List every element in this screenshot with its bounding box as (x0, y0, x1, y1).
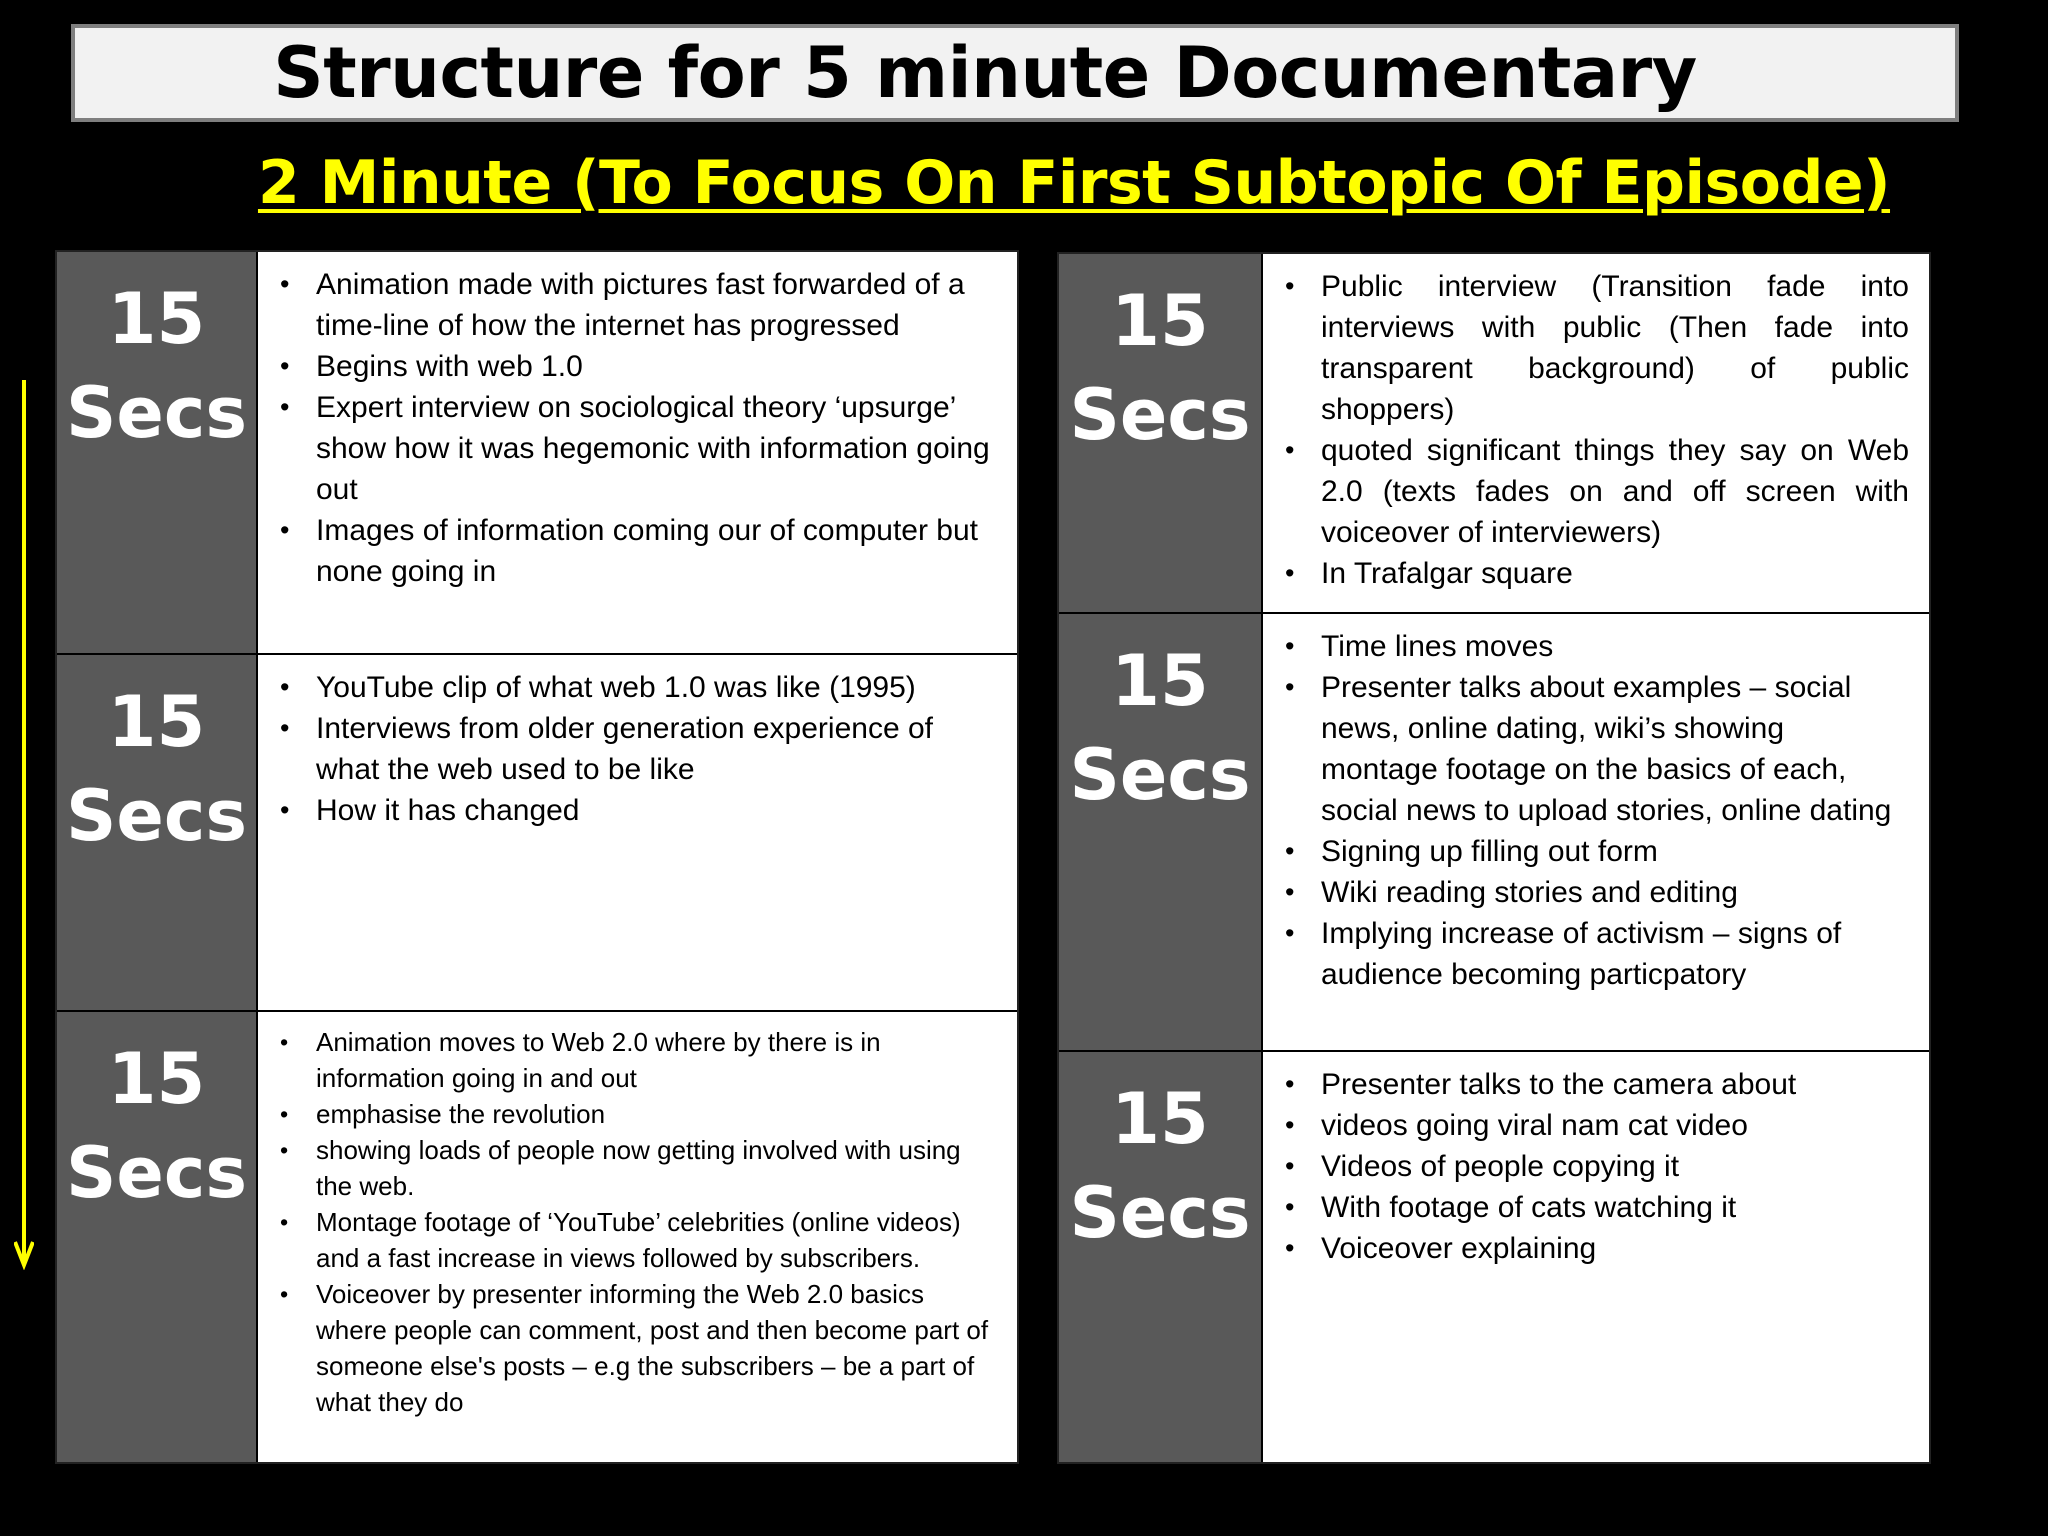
list-item: • Voiceover by presenter informing the Web 2.0 basics where people can comment, post and then become part of someone else's posts – e.g the subscribers – be a part of what they do (316, 1276, 997, 1420)
list-item: • Public interview (Transition fade into interviews with public (Then fade into transparent background) of public shoppers) (1321, 266, 1909, 430)
list-item: • Expert interview on sociological theory ‘upsurge’ show how it was hegemonic with information going out (316, 387, 997, 510)
list-item: • videos going viral nam cat video (1321, 1105, 1909, 1146)
segment-content (1263, 614, 1929, 1050)
bullet-list (1283, 1064, 1909, 1269)
duration-cell (57, 1012, 258, 1462)
list-item: • Animation moves to Web 2.0 where by there is in information going in and out (316, 1024, 997, 1096)
segment-row (1059, 614, 1929, 1052)
bullet-list (1283, 266, 1909, 594)
duration-cell (1059, 614, 1263, 1050)
bullet-list (278, 264, 997, 592)
segment-row (57, 655, 1017, 1012)
duration-number: 15 (1111, 280, 1209, 362)
segment-row (57, 252, 1017, 655)
duration-unit: Secs (1069, 1172, 1251, 1254)
list-item: • In Trafalgar square (1321, 553, 1909, 594)
segment-content (258, 252, 1017, 653)
list-item: • Montage footage of ‘YouTube’ celebrities (online videos) and a fast increase in views followed by subscribers. (316, 1204, 997, 1276)
duration-unit: Secs (1069, 734, 1251, 816)
duration-unit: Secs (1069, 374, 1251, 456)
segment-content (1263, 1052, 1929, 1462)
duration-number: 15 (107, 1038, 206, 1120)
list-item: • With footage of cats watching it (1321, 1187, 1909, 1228)
list-item: • emphasise the revolution (316, 1096, 997, 1132)
title-box (71, 24, 1959, 122)
list-item: • Animation made with pictures fast forwarded of a time-line of how the internet has progressed (316, 264, 997, 346)
list-item: • showing loads of people now getting involved with using the web. (316, 1132, 997, 1204)
list-item: • Signing up filling out form (1321, 831, 1909, 872)
duration-unit: Secs (65, 775, 248, 857)
duration-cell (1059, 1052, 1263, 1462)
list-item: • Interviews from older generation experience of what the web used to be like (316, 708, 997, 790)
duration-cell (1059, 254, 1263, 612)
list-item: • quoted significant things they say on Web 2.0 (texts fades on and off screen with voiceover of interviewers) (1321, 430, 1909, 553)
subtitle: 2 Minute (To Focus On First Subtopic Of Episode) (257, 148, 1891, 218)
duration-number: 15 (107, 681, 206, 763)
list-item: • Presenter talks about examples – social news, online dating, wiki’s showing montage footage on the basics of each, social news to upload stories, online dating (1321, 667, 1909, 831)
duration-cell (57, 655, 258, 1010)
segment-row (1059, 254, 1929, 614)
list-item: • Implying increase of activism – signs of audience becoming particpatory (1321, 913, 1909, 995)
page-title: Structure for 5 minute Documentary (273, 32, 1697, 114)
list-item: • Wiki reading stories and editing (1321, 872, 1909, 913)
list-item: • Voiceover explaining (1321, 1228, 1909, 1269)
right-segment-table (1057, 252, 1931, 1464)
list-item: • Videos of people copying it (1321, 1146, 1909, 1187)
duration-cell (57, 252, 258, 653)
segment-row (57, 1012, 1017, 1462)
segment-content (258, 655, 1017, 1010)
duration-number: 15 (107, 278, 206, 360)
segment-row (1059, 1052, 1929, 1462)
list-item: • Images of information coming our of computer but none going in (316, 510, 997, 592)
duration-unit: Secs (65, 1132, 248, 1214)
list-item: • Begins with web 1.0 (316, 346, 997, 387)
left-segment-table (55, 250, 1019, 1464)
list-item: • Presenter talks to the camera about (1321, 1064, 1909, 1105)
bullet-list (278, 1024, 997, 1420)
list-item: • How it has changed (316, 790, 997, 831)
bullet-list (278, 667, 997, 831)
list-item: • YouTube clip of what web 1.0 was like (1995) (316, 667, 997, 708)
segment-content (258, 1012, 1017, 1462)
segment-content (1263, 254, 1929, 612)
duration-number: 15 (1111, 1078, 1209, 1160)
bullet-list (1283, 626, 1909, 995)
timeline-arrow-icon (14, 380, 34, 1270)
duration-unit: Secs (65, 372, 248, 454)
duration-number: 15 (1111, 640, 1209, 722)
list-item: • Time lines moves (1321, 626, 1909, 667)
